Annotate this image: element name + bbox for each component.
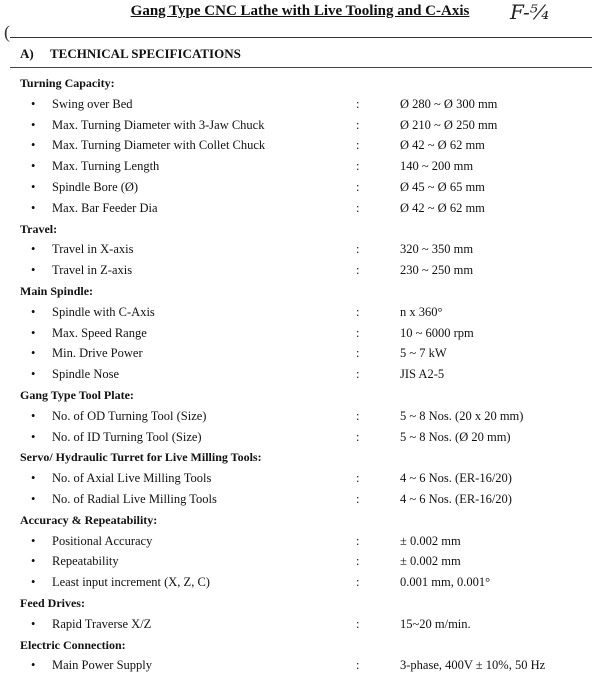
- group-heading-row: [0, 596, 600, 616]
- document-title: Gang Type CNC Lathe with Live Tooling and C-Axis: [130, 3, 470, 19]
- spec-label: Least input increment (X, Z, C): [52, 575, 210, 590]
- separator: :: [356, 242, 360, 257]
- separator: :: [356, 533, 360, 548]
- bullet-icon: •: [31, 575, 36, 590]
- spec-value: 15~20 m/min.: [400, 616, 471, 631]
- spec-label: Max. Speed Range: [52, 325, 147, 340]
- spec-value: Ø 210 ~ Ø 250 mm: [400, 117, 498, 132]
- separator: :: [356, 304, 360, 319]
- bullet-icon: •: [31, 242, 36, 257]
- section-title: TECHNICAL SPECIFICATIONS: [50, 46, 241, 61]
- separator: :: [356, 263, 360, 278]
- handwritten-note: F-⁵⁄₄: [510, 0, 550, 24]
- spec-label: Travel in Z-axis: [52, 263, 133, 278]
- spec-value: 5 ~ 8 Nos. (Ø 20 mm): [400, 429, 511, 444]
- spec-value: Ø 280 ~ Ø 300 mm: [400, 96, 498, 111]
- spec-row: [0, 367, 600, 387]
- spec-value: 0.001 mm, 0.001°: [400, 575, 491, 590]
- spec-value: 5 ~ 8 Nos. (20 x 20 mm): [400, 408, 524, 423]
- separator: :: [356, 408, 360, 423]
- spec-row: [0, 159, 600, 179]
- bullet-icon: •: [31, 429, 36, 444]
- group-heading: Gang Type Tool Plate:: [20, 388, 134, 402]
- spec-value: 230 ~ 250 mm: [400, 263, 474, 278]
- group-heading: Accuracy & Repeatability:: [20, 512, 158, 527]
- bullet-icon: •: [31, 346, 36, 361]
- scan-mark: (: [4, 22, 10, 42]
- bullet-icon: •: [31, 408, 36, 423]
- spec-value: 140 ~ 200 mm: [400, 159, 474, 174]
- spec-row: [0, 534, 600, 554]
- spec-row: [0, 305, 600, 325]
- spec-row: [0, 180, 600, 200]
- bullet-icon: •: [31, 471, 36, 486]
- spec-label: Rapid Traverse X/Z: [52, 616, 152, 631]
- spec-value: 5 ~ 7 kW: [400, 346, 447, 361]
- spec-row: [0, 97, 600, 117]
- bullet-icon: •: [31, 533, 36, 548]
- spec-value: 3-phase, 400V ± 10%, 50 Hz: [400, 658, 546, 673]
- spec-value: ± 0.002 mm: [400, 533, 461, 548]
- separator: :: [356, 575, 360, 590]
- separator: :: [356, 616, 360, 631]
- spec-label: Spindle Bore (Ø): [52, 180, 139, 194]
- divider: [10, 37, 592, 38]
- section-number: A): [20, 46, 34, 61]
- section-heading: [20, 46, 241, 62]
- group-heading: Main Spindle:: [20, 284, 94, 298]
- spec-row: [0, 617, 600, 637]
- separator: :: [356, 492, 360, 506]
- bullet-icon: •: [31, 325, 36, 340]
- group-heading-row: [0, 638, 600, 658]
- bullet-icon: •: [31, 180, 36, 194]
- spec-label: Positional Accuracy: [52, 533, 153, 548]
- spec-label: Swing over Bed: [52, 96, 133, 111]
- spec-value: 10 ~ 6000 rpm: [400, 325, 474, 340]
- spec-label: No. of Radial Live Milling Tools: [52, 492, 217, 506]
- spec-row: [0, 138, 600, 158]
- spec-row: [0, 409, 600, 429]
- separator: :: [356, 138, 360, 153]
- spec-row: [0, 326, 600, 346]
- spec-row: [0, 263, 600, 283]
- spec-row: [0, 346, 600, 366]
- spec-row: [0, 554, 600, 574]
- spec-value: n x 360°: [400, 304, 443, 319]
- separator: :: [356, 429, 360, 444]
- bullet-icon: •: [31, 492, 36, 506]
- spec-value: ± 0.002 mm: [400, 554, 461, 569]
- spec-label: Main Power Supply: [52, 658, 152, 673]
- spec-label: Spindle Nose: [52, 367, 120, 382]
- bullet-icon: •: [31, 200, 36, 215]
- group-heading: Servo/ Hydraulic Turret for Live Milling Tools:: [20, 450, 262, 465]
- spec-row: [0, 471, 600, 491]
- spec-label: Min. Drive Power: [52, 346, 143, 361]
- bullet-icon: •: [31, 138, 36, 153]
- bullet-icon: •: [31, 159, 36, 174]
- spec-row: [0, 201, 600, 221]
- spec-label: Max. Turning Length: [52, 159, 160, 174]
- separator: :: [356, 180, 360, 194]
- spec-label: Max. Bar Feeder Dia: [52, 200, 158, 215]
- spec-value: Ø 42 ~ Ø 62 mm: [400, 138, 485, 153]
- spec-value: 4 ~ 6 Nos. (ER-16/20): [400, 471, 512, 486]
- spec-label: No. of Axial Live Milling Tools: [52, 471, 212, 486]
- spec-label: Max. Turning Diameter with Collet Chuck: [52, 138, 266, 153]
- spec-row: [0, 492, 600, 512]
- separator: :: [356, 96, 360, 111]
- group-heading-row: [0, 222, 600, 242]
- group-heading-row: [0, 388, 600, 408]
- spec-label: No. of OD Turning Tool (Size): [52, 408, 207, 423]
- bullet-icon: •: [31, 117, 36, 132]
- bullet-icon: •: [31, 658, 36, 673]
- divider: [10, 67, 592, 68]
- spec-row: [0, 430, 600, 450]
- separator: :: [356, 200, 360, 215]
- spec-label: No. of ID Turning Tool (Size): [52, 429, 202, 444]
- bullet-icon: •: [31, 263, 36, 278]
- group-heading: Electric Connection:: [20, 637, 126, 652]
- group-heading: Travel:: [20, 221, 58, 236]
- spec-value: Ø 45 ~ Ø 65 mm: [400, 180, 485, 194]
- group-heading-row: [0, 76, 600, 96]
- spec-row: [0, 118, 600, 138]
- spec-value: 4 ~ 6 Nos. (ER-16/20): [400, 492, 512, 506]
- bullet-icon: •: [31, 554, 36, 569]
- group-heading-row: [0, 513, 600, 533]
- separator: :: [356, 471, 360, 486]
- spec-value: JIS A2-5: [400, 367, 445, 382]
- bullet-icon: •: [31, 96, 36, 111]
- spec-label: Max. Turning Diameter with 3-Jaw Chuck: [52, 117, 265, 132]
- separator: :: [356, 554, 360, 569]
- spec-label: Repeatability: [52, 554, 119, 569]
- spec-row: [0, 575, 600, 595]
- separator: :: [356, 117, 360, 132]
- group-heading: Feed Drives:: [20, 596, 85, 610]
- separator: :: [356, 346, 360, 361]
- spec-value: 320 ~ 350 mm: [400, 242, 474, 257]
- spec-label: Travel in X-axis: [52, 242, 134, 257]
- group-heading-row: [0, 450, 600, 470]
- group-heading: Turning Capacity:: [20, 76, 115, 90]
- spec-row: [0, 242, 600, 262]
- bullet-icon: •: [31, 367, 36, 382]
- spec-row: [0, 658, 600, 678]
- separator: :: [356, 159, 360, 174]
- separator: :: [356, 325, 360, 340]
- separator: :: [356, 658, 360, 673]
- separator: :: [356, 367, 360, 382]
- spec-value: Ø 42 ~ Ø 62 mm: [400, 200, 485, 215]
- bullet-icon: •: [31, 304, 36, 319]
- spec-label: Spindle with C-Axis: [52, 304, 155, 319]
- group-heading-row: [0, 284, 600, 304]
- bullet-icon: •: [31, 616, 36, 631]
